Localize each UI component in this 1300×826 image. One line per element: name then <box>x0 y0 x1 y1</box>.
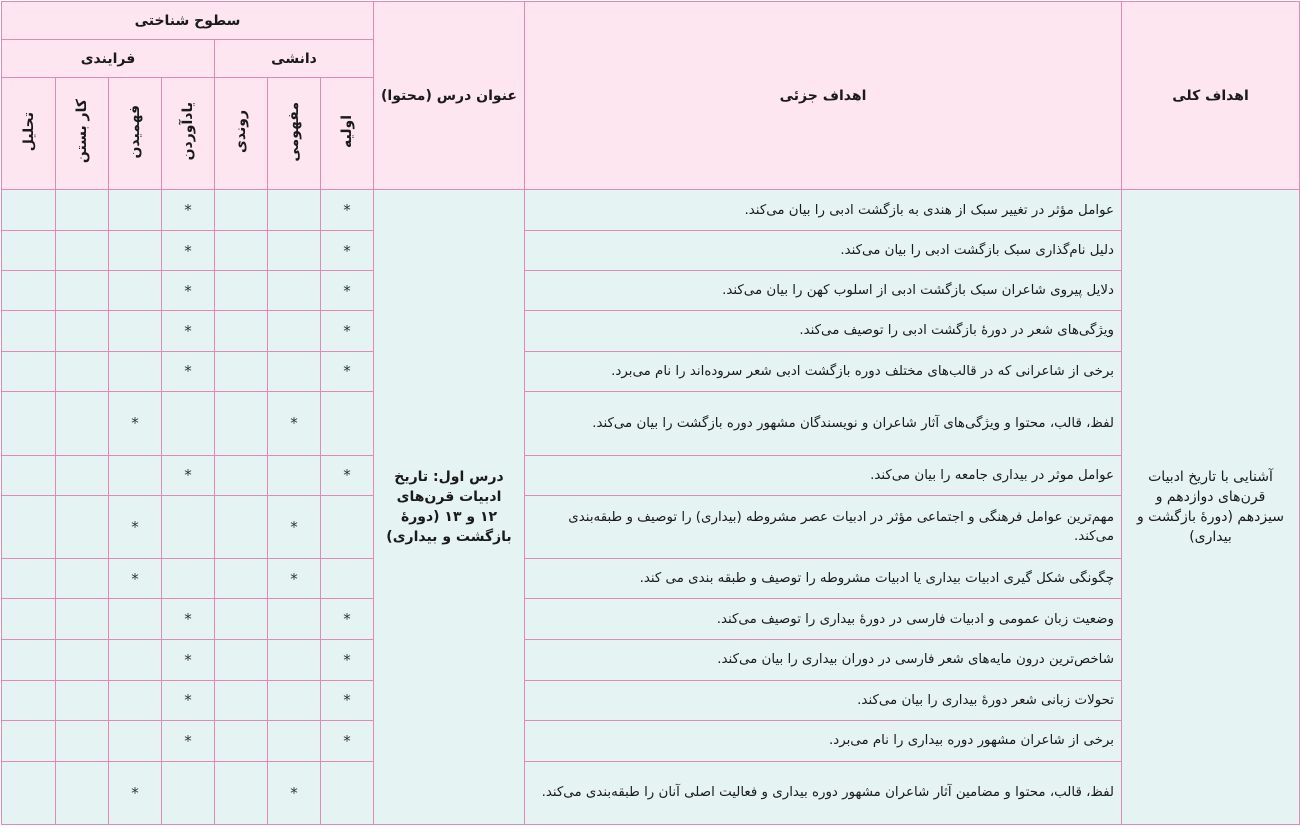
level-empty-cell <box>2 351 56 391</box>
level-empty-cell <box>215 351 268 391</box>
level-empty-cell <box>268 311 321 351</box>
level-empty-cell <box>162 391 215 455</box>
sub-header-understand <box>109 78 162 190</box>
partial-goal-cell: دلایل پیروی شاعران سبک بازگشت ادبی از اسلوب کهن را بیان می‌کند. <box>525 271 1122 311</box>
level-mark-cell: * <box>321 599 374 640</box>
level-empty-cell <box>56 761 109 824</box>
table-row <box>2 455 1300 495</box>
level-empty-cell <box>215 391 268 455</box>
level-empty-cell <box>2 680 56 720</box>
level-empty-cell <box>56 311 109 351</box>
sub-header-procedural <box>215 78 268 190</box>
level-mark-cell: * <box>162 455 215 495</box>
partial-goal-cell: تحولات زبانی شعر دورهٔ بیداری را بیان می‌کند. <box>525 680 1122 720</box>
table-row <box>2 231 1300 271</box>
table-row <box>2 311 1300 351</box>
level-empty-cell <box>56 190 109 231</box>
level-empty-cell <box>215 455 268 495</box>
table-row <box>2 190 1300 231</box>
header-knowledge: دانشی <box>215 40 374 78</box>
level-empty-cell <box>162 761 215 824</box>
level-empty-cell <box>268 351 321 391</box>
level-empty-cell <box>215 190 268 231</box>
partial-goal-cell: برخی از شاعران مشهور دوره بیداری را نام می‌برد. <box>525 720 1122 761</box>
level-empty-cell <box>109 599 162 640</box>
sub-header-remember <box>162 78 215 190</box>
level-mark-cell: * <box>109 391 162 455</box>
level-empty-cell <box>268 455 321 495</box>
level-empty-cell <box>2 231 56 271</box>
level-empty-cell <box>215 680 268 720</box>
level-mark-cell: * <box>162 271 215 311</box>
level-empty-cell <box>215 495 268 558</box>
level-mark-cell: * <box>162 720 215 761</box>
level-mark-cell: * <box>321 190 374 231</box>
level-empty-cell <box>215 271 268 311</box>
level-empty-cell <box>56 231 109 271</box>
sub-header-analyze-label: تحلیل <box>20 111 37 152</box>
sub-header-apply-label: کار بستن <box>74 99 90 164</box>
level-empty-cell <box>56 391 109 455</box>
sub-header-analyze <box>2 78 56 190</box>
level-mark-cell: * <box>321 351 374 391</box>
level-empty-cell <box>215 559 268 599</box>
partial-goal-cell: عوامل موثر در بیداری جامعه را بیان می‌کند. <box>525 455 1122 495</box>
partial-goal-cell: چگونگی شکل گیری ادبیات بیداری یا ادبیات مشروطه را توصیف و طبقه بندی می کند. <box>525 559 1122 599</box>
level-empty-cell <box>2 640 56 680</box>
objectives-table <box>1 1 1300 825</box>
header-partial-goals: اهداف جزئی <box>525 2 1122 190</box>
level-empty-cell <box>109 680 162 720</box>
level-empty-cell <box>109 271 162 311</box>
level-empty-cell <box>2 761 56 824</box>
sub-header-conceptual <box>268 78 321 190</box>
level-empty-cell <box>109 311 162 351</box>
sub-header-remember-label: یادآوردن <box>180 102 196 161</box>
partial-goal-cell: مهم‌ترین عوامل فرهنگی و اجتماعی مؤثر در ادبیات عصر مشروطه (بیداری) را توصیف و طبقه‌بندی می‌کند. <box>525 495 1122 558</box>
level-empty-cell <box>268 640 321 680</box>
level-mark-cell: * <box>268 761 321 824</box>
level-empty-cell <box>109 455 162 495</box>
sub-header-conceptual-label: مفهومی <box>286 101 302 162</box>
level-mark-cell: * <box>162 599 215 640</box>
level-empty-cell <box>56 271 109 311</box>
header-general-goals: اهداف کلی <box>1122 2 1300 190</box>
level-empty-cell <box>2 271 56 311</box>
level-empty-cell <box>56 720 109 761</box>
level-mark-cell: * <box>321 311 374 351</box>
sub-header-procedural-label: روندی <box>233 110 249 153</box>
partial-goal-cell: لفظ، قالب، محتوا و مضامین آثار شاعران مشهور دوره بیداری و فعالیت اصلی آنان را طبقه‌بندی می‌کند. <box>525 761 1122 824</box>
table-row <box>2 720 1300 761</box>
partial-goal-cell: شاخص‌ترین درون مایه‌های شعر فارسی در دوران بیداری را بیان می‌کند. <box>525 640 1122 680</box>
level-mark-cell: * <box>109 559 162 599</box>
table-row <box>2 761 1300 824</box>
level-empty-cell <box>2 391 56 455</box>
level-empty-cell <box>56 640 109 680</box>
level-empty-cell <box>268 599 321 640</box>
partial-goal-cell: دلیل نام‌گذاری سبک بازگشت ادبی را بیان می‌کند. <box>525 231 1122 271</box>
header-process: فرایندی <box>2 40 215 78</box>
level-empty-cell <box>109 640 162 680</box>
level-empty-cell <box>215 231 268 271</box>
level-empty-cell <box>268 720 321 761</box>
level-empty-cell <box>215 640 268 680</box>
level-empty-cell <box>56 559 109 599</box>
level-empty-cell <box>109 720 162 761</box>
level-mark-cell: * <box>268 495 321 558</box>
table-row <box>2 599 1300 640</box>
level-empty-cell <box>56 680 109 720</box>
level-empty-cell <box>162 495 215 558</box>
level-empty-cell <box>215 761 268 824</box>
level-empty-cell <box>56 455 109 495</box>
level-empty-cell <box>109 231 162 271</box>
level-mark-cell: * <box>268 559 321 599</box>
partial-goal-cell: عوامل مؤثر در تغییر سبک از هندی به بازگشت ادبی را بیان می‌کند. <box>525 190 1122 231</box>
level-empty-cell <box>109 351 162 391</box>
table-row <box>2 351 1300 391</box>
table-row <box>2 680 1300 720</box>
level-mark-cell: * <box>109 495 162 558</box>
level-empty-cell <box>56 599 109 640</box>
level-mark-cell: * <box>162 190 215 231</box>
level-empty-cell <box>215 720 268 761</box>
header-lesson-title: عنوان درس (محتوا) <box>374 2 525 190</box>
table-row <box>2 391 1300 455</box>
level-empty-cell <box>109 190 162 231</box>
level-mark-cell: * <box>321 680 374 720</box>
level-mark-cell: * <box>321 231 374 271</box>
level-empty-cell <box>268 231 321 271</box>
level-mark-cell: * <box>268 391 321 455</box>
level-empty-cell <box>2 599 56 640</box>
level-empty-cell <box>2 559 56 599</box>
level-empty-cell <box>2 495 56 558</box>
level-empty-cell <box>2 311 56 351</box>
level-empty-cell <box>321 559 374 599</box>
level-mark-cell: * <box>162 680 215 720</box>
level-mark-cell: * <box>321 271 374 311</box>
level-empty-cell <box>56 495 109 558</box>
level-mark-cell: * <box>321 720 374 761</box>
level-empty-cell <box>2 455 56 495</box>
general-goal-cell: آشنایی با تاریخ ادبیات قرن‌های دوازدهم و سیزدهم (دورهٔ بازگشت و بیداری) <box>1122 190 1300 825</box>
level-empty-cell <box>321 495 374 558</box>
table-row <box>2 559 1300 599</box>
level-mark-cell: * <box>162 351 215 391</box>
partial-goal-cell: لفظ، قالب، محتوا و ویژگی‌های آثار شاعران و نویسندگان مشهور دوره بازگشت را بیان می‌کند. <box>525 391 1122 455</box>
level-mark-cell: * <box>162 640 215 680</box>
table-row <box>2 271 1300 311</box>
partial-goal-cell: وضعیت زبان عمومی و ادبیات فارسی در دورهٔ بیداری را توصیف می‌کند. <box>525 599 1122 640</box>
partial-goal-cell: برخی از شاعرانی که در قالب‌های مختلف دوره بازگشت ادبی شعر سروده‌اند را نام می‌برد. <box>525 351 1122 391</box>
level-mark-cell: * <box>109 761 162 824</box>
table-row <box>2 640 1300 680</box>
level-empty-cell <box>268 680 321 720</box>
level-empty-cell <box>268 271 321 311</box>
level-empty-cell <box>215 311 268 351</box>
level-empty-cell <box>2 720 56 761</box>
level-empty-cell <box>215 599 268 640</box>
level-empty-cell <box>162 559 215 599</box>
sub-header-basic-label: اولیه <box>339 115 355 148</box>
level-mark-cell: * <box>321 640 374 680</box>
level-empty-cell <box>321 761 374 824</box>
level-empty-cell <box>268 190 321 231</box>
sub-header-understand-label: فهمیدن <box>127 104 143 159</box>
sub-header-basic <box>321 78 374 190</box>
level-empty-cell <box>56 351 109 391</box>
sub-header-apply <box>56 78 109 190</box>
table-row <box>2 495 1300 558</box>
level-mark-cell: * <box>162 231 215 271</box>
level-empty-cell <box>2 190 56 231</box>
partial-goal-cell: ویژگی‌های شعر در دورهٔ بازگشت ادبی را توصیف می‌کند. <box>525 311 1122 351</box>
level-mark-cell: * <box>162 311 215 351</box>
header-cognitive-levels: سطوح شناختی <box>2 2 374 40</box>
level-empty-cell <box>321 391 374 455</box>
level-mark-cell: * <box>321 455 374 495</box>
lesson-title-cell: درس اول: تاریخ ادبیات قرن‌های ۱۲ و ۱۳ (دورهٔ بازگشت و بیداری) <box>374 190 525 825</box>
